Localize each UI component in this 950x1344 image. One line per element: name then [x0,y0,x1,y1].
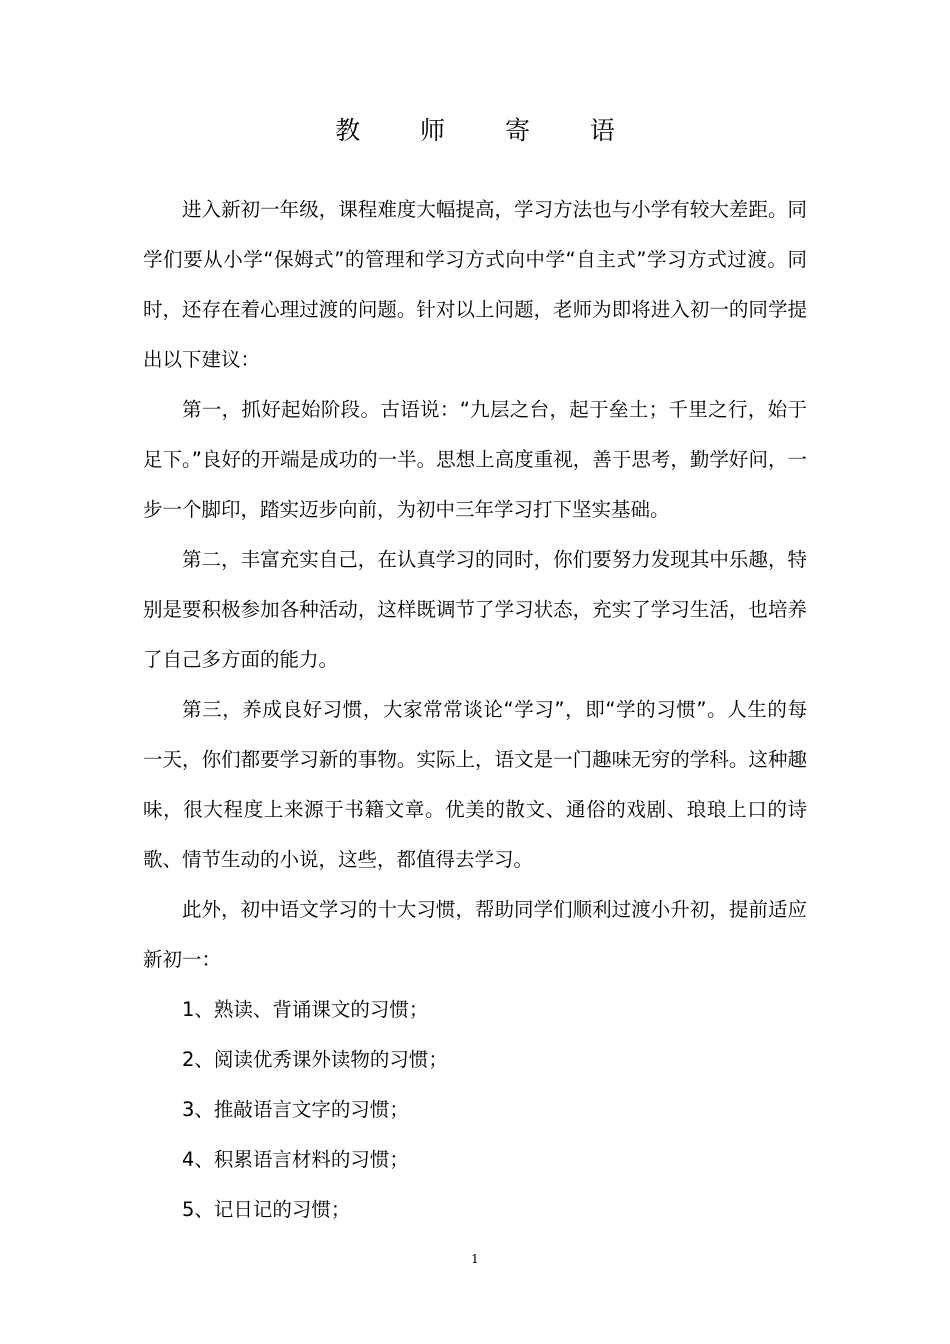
page-number: 1 [471,1252,479,1266]
document-title: 教 师 寄 语 [335,116,641,145]
habits-intro-paragraph: 此外，初中语文学习的十大习惯，帮助同学们顺利过渡小升初，提前适应新初一： [143,898,807,971]
suggestion-two-paragraph: 第二，丰富充实自己，在认真学习的同时，你们要努力发现其中乐趣，特别是要积极参加各种活动，这样既调节了学习状态，充实了学习生活，也培养了自己多方面的能力。 [143,548,807,671]
habit-item: 5、记日记的习惯； [182,1198,351,1221]
habit-item: 1、熟读、背诵课文的习惯； [182,998,429,1021]
suggestion-one-paragraph: 第一，抓好起始阶段。古语说：“九层之台，起于垒土；千里之行，始于足下。”良好的开端是成功的一半。思想上高度重视，善于思考，勤学好问，一步一个脚印，踏实迈步向前，为初中三年学习打下坚实基础。 [143,398,807,521]
suggestion-three-paragraph: 第三，养成良好习惯，大家常常谈论“学习”，即“学的习惯”。人生的每一天，你们都要学习新的事物。实际上，语文是一门趣味无穷的学科。这种趣味，很大程度上来源于书籍文章。优美的散文、通俗的戏剧、琅琅上口的诗歌、情节生动的小说，这些，都值得去学习。 [143,698,807,871]
intro-paragraph: 进入新初一年级，课程难度大幅提高，学习方法也与小学有较大差距。同学们要从小学“保姆式”的管理和学习方式向中学“自主式”学习方式过渡。同时，还存在着心理过渡的问题。针对以上问题，老师为即将进入初一的同学提出以下建议： [143,198,807,371]
habit-item: 2、阅读优秀课外读物的习惯； [182,1048,448,1071]
habit-item: 3、推敲语言文字的习惯； [182,1098,409,1121]
habit-item: 4、积累语言材料的习惯； [182,1148,409,1171]
habits-list [143,985,807,1235]
document-body [143,185,807,1235]
